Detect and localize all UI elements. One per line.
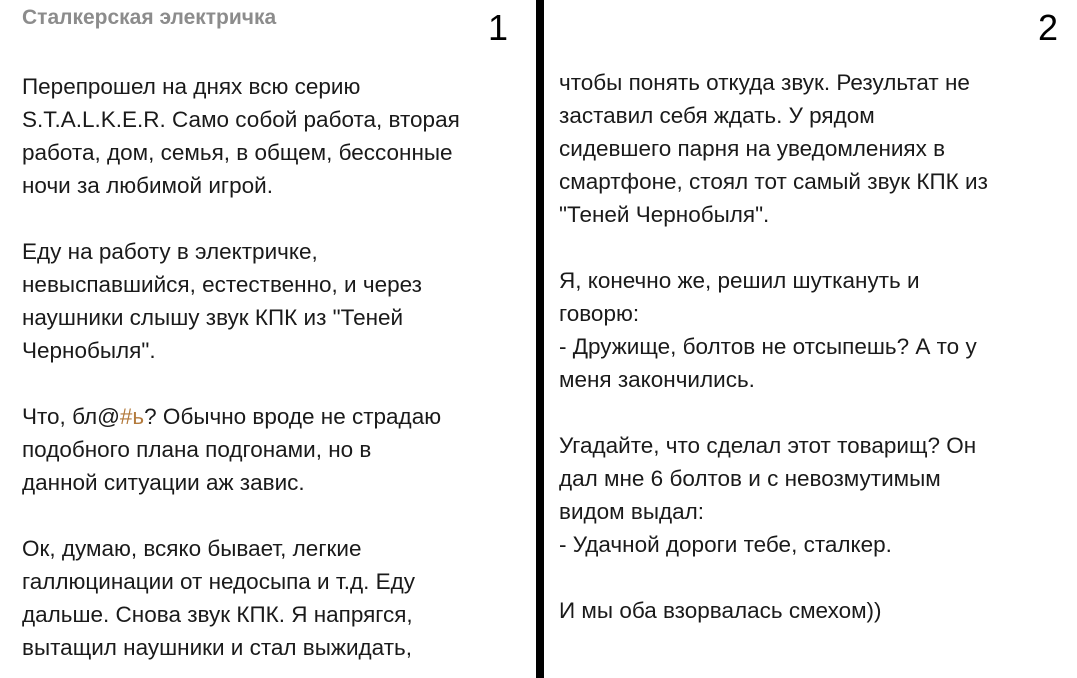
text-line: вытащил наушники и стал выжидать, — [22, 635, 412, 660]
text-line: заставил себя ждать. У рядом — [559, 103, 875, 128]
text-line: "Теней Чернобыля". — [559, 202, 770, 227]
paragraph-7 — [559, 429, 1071, 561]
text-line: Перепрошел на днях всю серию — [22, 74, 361, 99]
censor-suffix: ? Обычно вроде не страдаю — [144, 404, 442, 429]
paragraph-2 — [22, 235, 527, 367]
right-page — [544, 0, 1077, 678]
text-line: Угадайте, что сделал этот товарищ? Он — [559, 433, 977, 458]
story-text-part-1 — [22, 70, 527, 678]
censor-mark: #ь — [119, 404, 145, 429]
text-line: говорю: — [559, 301, 640, 326]
text-line: невыспавшийся, естественно, и через — [22, 272, 422, 297]
text-line: дальше. Снова звук КПК. Я напрягся, — [22, 602, 413, 627]
paragraph-1 — [22, 70, 527, 202]
paragraph-8 — [559, 594, 1071, 627]
text-line: данной ситуации аж завис. — [22, 470, 305, 495]
text-line: ночи за любимой игрой. — [22, 173, 273, 198]
page-number-1: 1 — [488, 7, 509, 48]
story-text-part-2 — [559, 66, 1071, 660]
text-line: дал мне 6 болтов и с невозмутимым — [559, 466, 941, 491]
text-line: сидевшего парня на уведомлениях в — [559, 136, 946, 161]
text-line: - Дружище, болтов не отсыпешь? А то у — [559, 334, 977, 359]
text-line-censored — [22, 400, 527, 433]
channel-title: Сталкерская электричка — [22, 6, 277, 29]
paragraph-5 — [559, 66, 1071, 231]
text-line: Я, конечно же, решил шуткануть и — [559, 268, 920, 293]
text-line: - Удачной дороги тебе, сталкер. — [559, 532, 892, 557]
text-line: Чернобыля". — [22, 338, 156, 363]
page-divider — [536, 0, 544, 678]
text-line: чтобы понять откуда звук. Результат не — [559, 70, 970, 95]
paragraph-3 — [22, 400, 527, 499]
text-line: работа, дом, семья, в общем, бессонные — [22, 140, 453, 165]
left-page — [0, 0, 536, 678]
paragraph-4 — [22, 532, 527, 664]
text-line: S.T.A.L.K.E.R. Само собой работа, вторая — [22, 107, 460, 132]
text-line: подобного плана подгонами, но в — [22, 437, 372, 462]
text-line: наушники слышу звук КПК из "Теней — [22, 305, 404, 330]
page-number-2: 2 — [1038, 7, 1059, 48]
text-line: Ок, думаю, всяко бывает, легкие — [22, 536, 362, 561]
text-line: смартфоне, стоял тот самый звук КПК из — [559, 169, 988, 194]
text-line: И мы оба взорвалась смехом)) — [559, 598, 882, 623]
text-line: галлюцинации от недосыпа и т.д. Еду — [22, 569, 415, 594]
text-line: видом выдал: — [559, 499, 705, 524]
paragraph-6 — [559, 264, 1071, 396]
text-line: Еду на работу в электричке, — [22, 239, 318, 264]
text-line: меня закончились. — [559, 367, 755, 392]
censor-prefix: Что, бл@ — [22, 404, 120, 429]
